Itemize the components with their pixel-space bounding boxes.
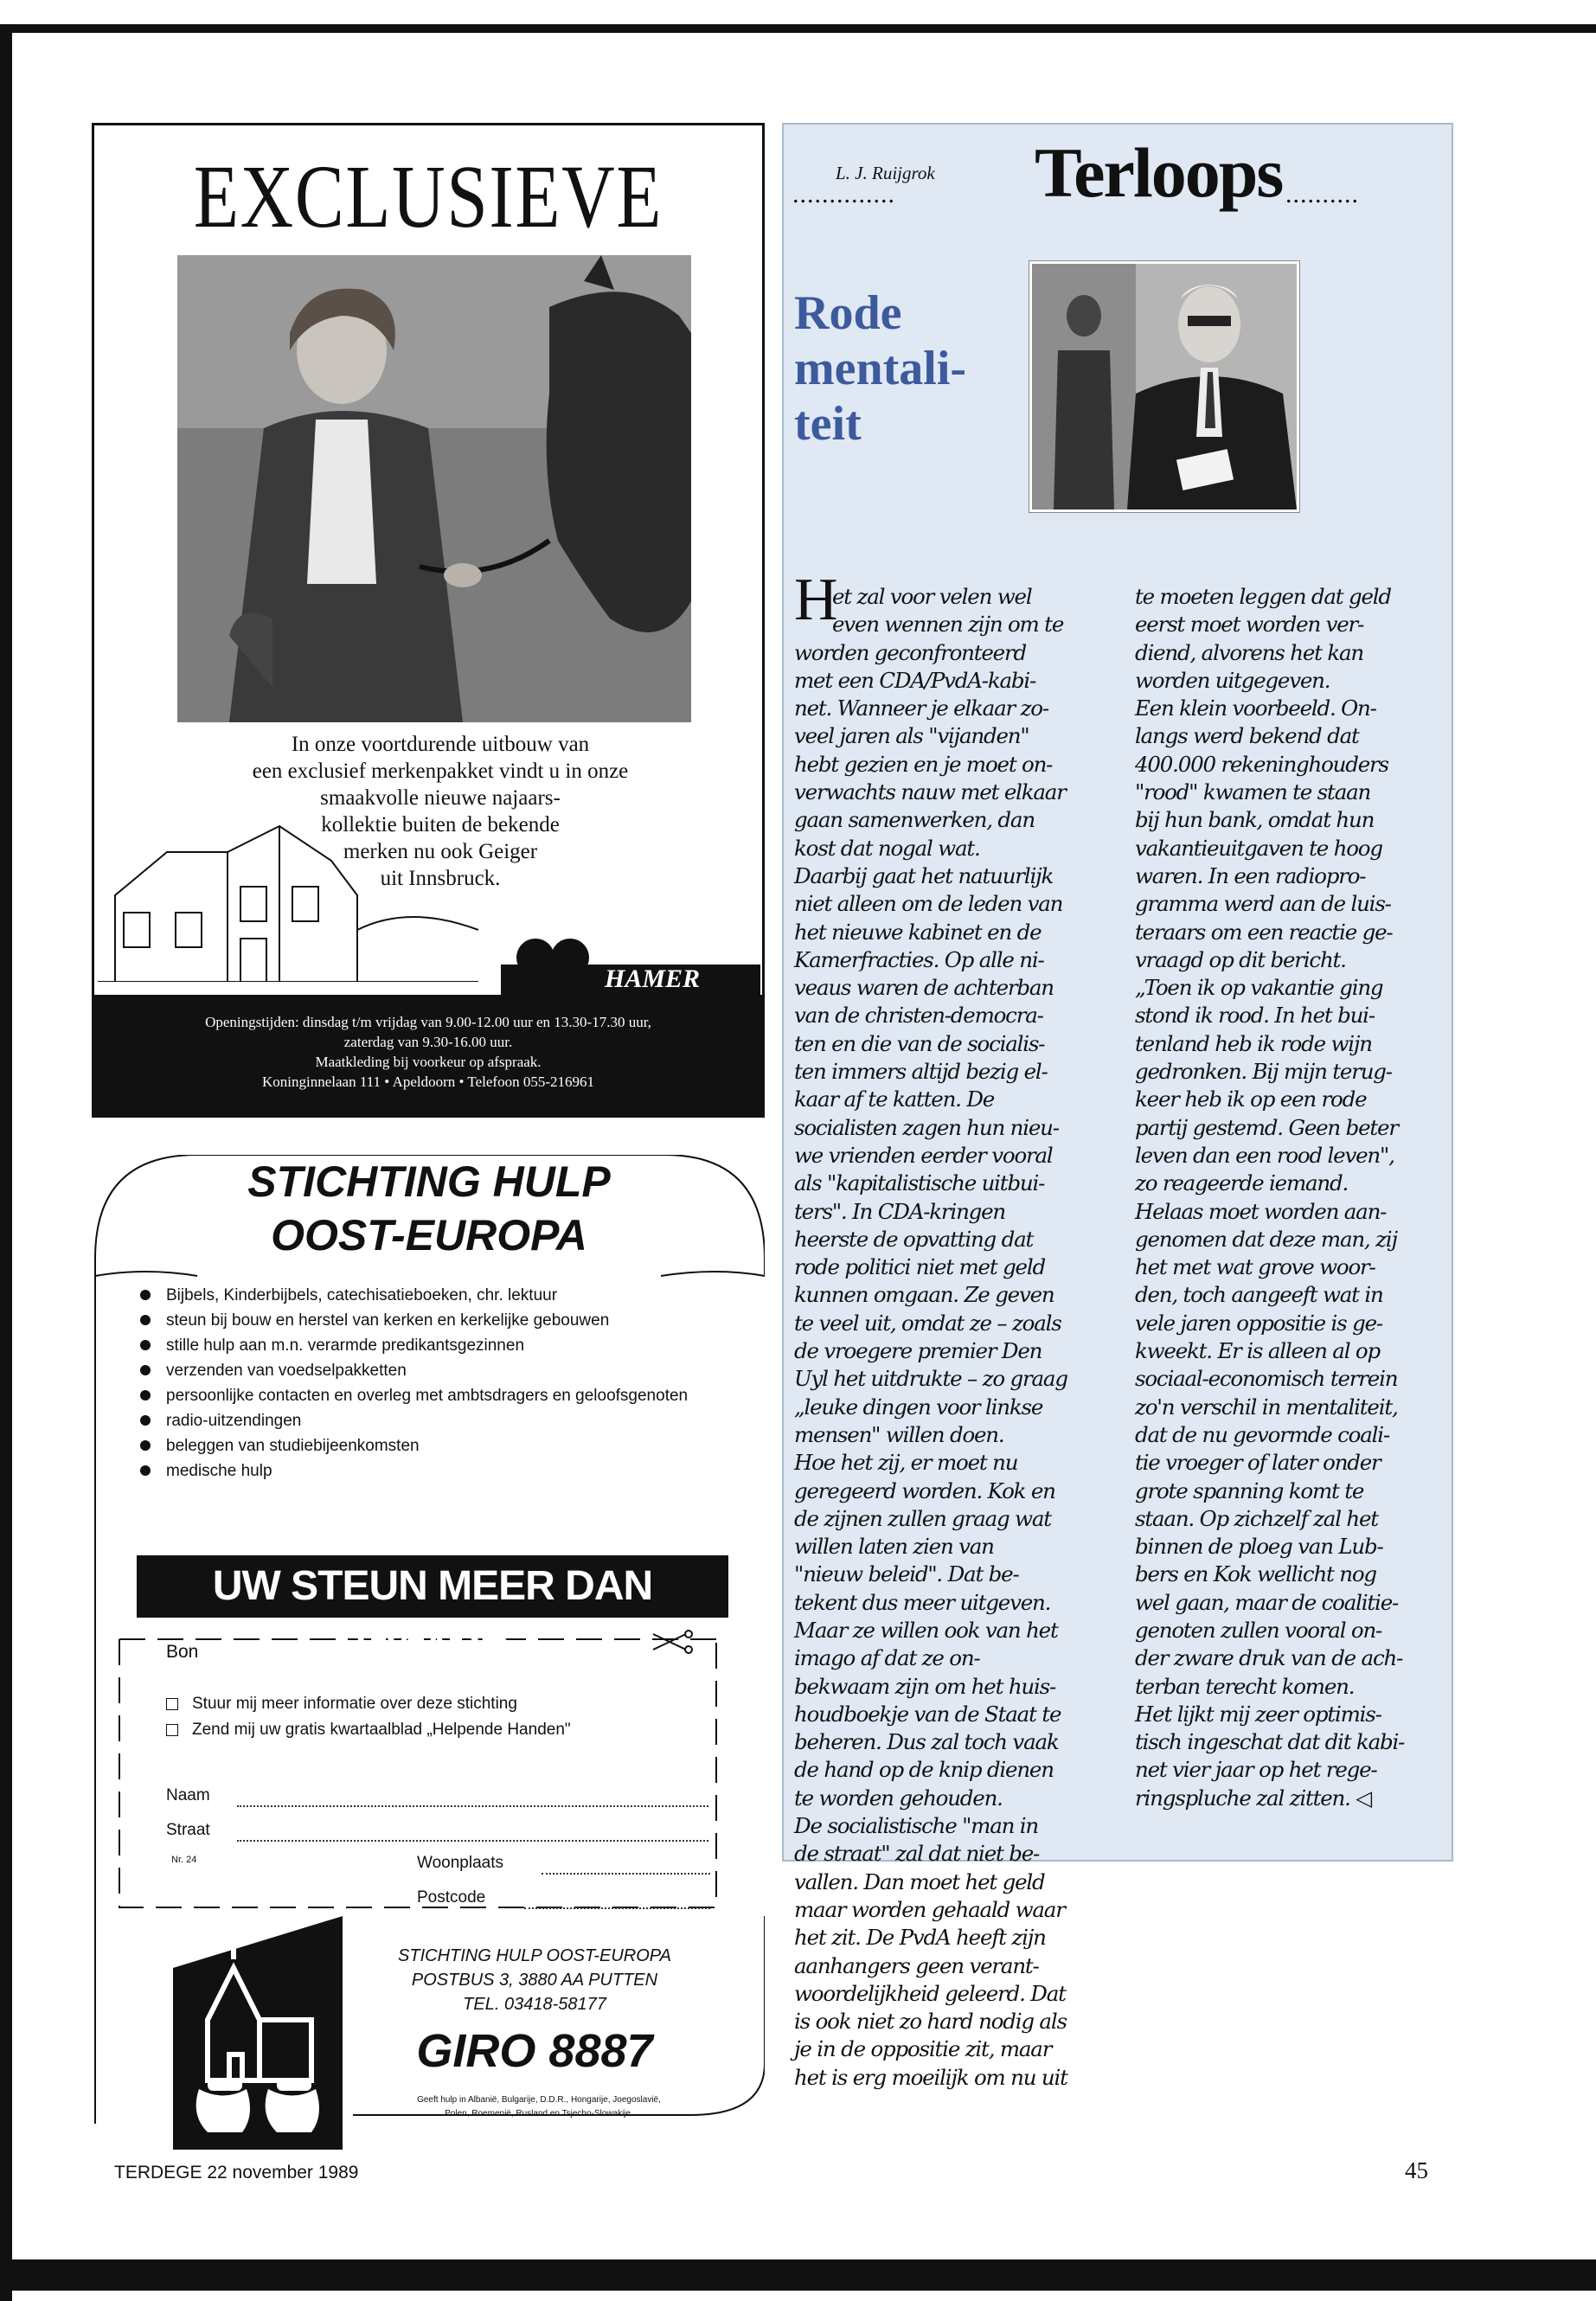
article-line: beheren. Dus zal toch vaak [794,1729,1059,1755]
article-line: we vrienden eerder vooral [794,1142,1053,1168]
article-line: de hand op de knip dienen [794,1757,1054,1783]
column-terloops [782,123,1453,2090]
hamer-logo [501,930,760,997]
article-line: kaar af te katten. De [794,1086,995,1112]
list-item: verzenden van voedselpakketten [137,1358,734,1383]
article-line: "nieuw beleid". Dat be- [794,1561,1019,1587]
address-line: STICHTING HULP OOST-EUROPA [398,1946,671,1965]
hulp-activities-list [137,1283,734,1484]
article-line: tie vroeger of later onder [1135,1450,1381,1476]
article-line: Het lijkt mij zeer optimis- [1135,1701,1381,1727]
article-line: ringspluche zal zitten. ◁ [1135,1785,1371,1811]
advertisement-stichting-hulp [93,1155,765,2124]
article-line: Uyl het uitdrukte – zo graag [794,1366,1067,1392]
list-item: persoonlijke contacten en overleg met ambtsdragers en geloofsgenoten [137,1383,734,1408]
article-line: bers en Kok wellicht nog [1135,1561,1376,1587]
drop-cap: H [794,567,838,633]
ad-copy-line: kollektie buiten de bekende [321,813,560,836]
article-line: zo'n verschil in mentaliteit, [1135,1394,1398,1420]
checkbox-more-info[interactable]: Stuur mij meer informatie over deze stichting [166,1691,737,1717]
page-left-rule [0,24,12,2301]
article-line: kunnen omgaan. Ze geven [794,1282,1054,1308]
fashion-photo-illustration [177,255,691,722]
article-line: tisch ingeschat dat dit kabi- [1135,1729,1405,1755]
article-line: dat de nu gevormde coali- [1135,1421,1389,1447]
article-line: vallen. Dan moet het geld [794,1868,1045,1894]
article-line: diend, alvorens het kan [1135,639,1363,665]
article-line: bekwaam zijn om het huis- [794,1673,1056,1699]
support-banner: UW STEUN MEER DAN WAARD [137,1555,728,1618]
article-line: je in de oppositie zit, maar [794,2036,1052,2062]
article-line: gaan samenwerken, dan [794,807,1035,833]
article-line: willen laten zien van [794,1534,994,1560]
postcode-field[interactable] [524,1907,710,1909]
article-line: genoten zullen vooral on- [1135,1617,1382,1643]
article-line: het is erg moeilijk om nu uit [794,2064,1067,2090]
article-line: even wennen zijn om te [832,612,1064,638]
article-line: niet alleen om de leden van [794,891,1063,917]
article-line: te veel uit, omdat ze – zoals [794,1310,1061,1336]
article-line: als "kapitalistische uitbui- [794,1170,1045,1196]
countries-line: Geeft hulp in Albanië, Bulgarije, D.D.R., Hongarije, Joegoslavië, [417,2095,661,2105]
address-line: POSTBUS 3, 3880 AA PUTTEN [411,1971,658,1990]
header-dots-right: .......... [1285,180,1359,208]
article-line: binnen de ploeg van Lub- [1135,1534,1383,1560]
checkbox-quarterly-magazine[interactable]: Zend mij uw gratis kwartaalblad „Helpende Handen" [166,1717,737,1743]
opening-hours-line: Maatkleding bij voorkeur op afspraak. [315,1054,542,1070]
article-line: worden geconfronteerd [794,639,1026,665]
article-line: veel jaren als "vijanden" [794,723,1029,749]
countries-line: Polen, Roemenië, Rusland en Tsjecho-Slowakije. [445,2109,633,2118]
headline-line: teit [794,397,862,451]
list-item: steun bij bouw en herstel van kerken en kerkelijke gebouwen [137,1308,734,1333]
article-line: kweekt. Er is alleen al op [1135,1338,1380,1364]
article-line: socialisten zagen hun nieu- [794,1114,1059,1140]
article-line: ten immers altijd bezig el- [794,1059,1048,1085]
article-line: wel gaan, maar de coalitie- [1135,1589,1399,1615]
author-portrait-photo [1029,261,1299,512]
address-line: Koninginnelaan 111 • Apeldoorn • Telefoon 055-216961 [261,1074,595,1090]
article-line: gramma werd aan de luis- [1135,891,1391,917]
article-line: De socialistische "man in [794,1813,1038,1839]
article-line: tenland heb ik rode wijn [1135,1030,1372,1056]
article-line: is ook niet zo hard nodig als [794,2009,1067,2035]
article-line: staan. Op zichzelf zal het [1135,1505,1378,1531]
article-line: kost dat nogal wat. [794,835,980,861]
scissors-icon [651,1629,693,1655]
article-line: et zal voor velen wel [832,584,1032,609]
article-line: sociaal-economisch terrein [1135,1366,1398,1392]
article-line: Hoe het zij, er moet nu [794,1450,1018,1476]
shop-building-drawing [98,792,478,982]
article-line: stond ik rood. In het bui- [1135,1003,1375,1029]
page-number: 45 [1405,2157,1428,2183]
article-line: mensen" willen doen. [794,1421,1004,1447]
article-line: ten en die van de socialis- [794,1030,1045,1056]
article-line: te worden gehouden. [794,1785,1003,1811]
page-bottom-rule [0,2259,1596,2291]
article-line: bij hun bank, omdat hun [1135,807,1375,833]
column-author: L. J. Ruijgrok [836,163,935,183]
article-line: keer heb ik op een rode [1135,1086,1367,1112]
ad-copy-line: uit Innsbruck. [380,867,501,890]
article-line: worden uitgegeven. [1135,667,1330,693]
article-headline [794,285,993,452]
article-line: maar worden gehaald waar [794,1896,1065,1922]
opening-hours-line: Openingstijden: dinsdag t/m vrijdag van 9.00-12.00 uur en 13.30-17.30 uur, [205,1014,651,1030]
article-line: tekent dus meer uitgeven. [794,1589,1051,1615]
article-line: het nieuwe kabinet en de [794,919,1042,945]
giro-number: GIRO 8887 [416,2025,653,2077]
article-line: de vroegere premier Den [794,1338,1042,1364]
coupon-number: Nr. 24 [171,1855,197,1865]
article-column-2 [1135,583,1446,1812]
article-line: "rood" kwamen te staan [1135,779,1371,805]
article-line: geregeerd worden. Kok en [794,1477,1055,1503]
straat-field[interactable] [237,1840,708,1842]
article-line: hebt gezien en je moet on- [794,751,1053,777]
article-line: verwachts nauw met elkaar [794,779,1066,805]
article-line: grote spanning komt te [1135,1477,1364,1503]
header-dots-left: .............. [792,180,895,208]
page-top-rule [0,24,1596,33]
article-line: Helaas moet worden aan- [1135,1198,1387,1224]
headline-line: Rode [794,286,902,340]
article-line: partij gestemd. Geen beter [1135,1114,1398,1140]
hulp-title [93,1155,765,1262]
opening-hours-line: zaterdag van 9.30-16.00 uur. [343,1034,513,1050]
naam-field[interactable] [237,1805,708,1807]
article-line: terban terecht komen. [1135,1673,1355,1699]
article-line: waren. In een radiopro- [1135,862,1366,888]
article-line: het met wat grove woor- [1135,1254,1375,1280]
article-line: vakantieuitgaven te hoog [1135,835,1382,861]
list-item: Bijbels, Kinderbijbels, catechisatieboeken, chr. lektuur [137,1283,734,1308]
article-line: gedronken. Bij mijn terug- [1135,1059,1392,1085]
article-line: imago af dat ze on- [794,1645,980,1671]
article-line: de straat" zal dat niet be- [794,1841,1040,1867]
article-line: genomen dat deze man, zij [1135,1226,1397,1252]
ad-title: EXCLUSIEVE [193,147,663,247]
article-line: teraars om een reactie ge- [1135,919,1393,945]
article-line: der zware druk van de ach- [1135,1645,1403,1671]
coupon-options [166,1691,737,1743]
column-name: Terloops [1035,133,1283,212]
article-line: 400.000 rekeninghouders [1135,751,1388,777]
article-line: langs werd bekend dat [1135,723,1359,749]
article-line: net. Wanneer je elkaar zo- [794,695,1048,721]
hamer-logo-text: HAMER [605,965,701,993]
article-line: met een CDA/PvdA-kabi- [794,667,1036,693]
article-line: te moeten leggen dat geld [1135,584,1391,609]
ad-footer-opening-hours [94,995,762,1115]
article-line: veaus waren de achterban [794,975,1054,1001]
hulp-title-line: OOST-EUROPA [271,1211,587,1259]
straat-label: Straat [166,1821,210,1839]
address-line: TEL. 03418-58177 [463,1995,606,2014]
article-line: van de christen-democra- [794,1003,1043,1029]
article-line: Kamerfracties. Op alle ni- [794,946,1044,972]
hulp-address [353,1944,716,2016]
headline-line: mentali- [794,342,967,395]
portrait-illustration [1032,264,1297,510]
advertisement-exclusieve-mode [92,123,765,1118]
fashion-photo [177,255,691,722]
article-line: vele jaren oppositie is ge- [1135,1310,1382,1336]
ad-copy-line: smaakvolle nieuwe najaars- [320,786,561,810]
article-line: zo reageerde iemand. [1135,1170,1349,1196]
article-line: vraagd op dit bericht. [1135,946,1346,972]
article-line: „leuke dingen voor linkse [794,1394,1043,1420]
list-item: medische hulp [137,1458,734,1484]
postcode-label: Postcode [417,1888,486,1907]
article-column-1 [794,583,1116,2092]
hulp-title-line: STICHTING HULP [247,1157,611,1206]
woonplaats-field[interactable] [542,1873,710,1875]
article-line: aanhangers geen verant- [794,1952,1039,1978]
article-line: den, toch aangeeft wat in [1135,1282,1383,1308]
article-line: „Toen ik op vakantie ging [1135,975,1383,1001]
ad-copy-line: een exclusief merkenpakket vindt u in onze [252,760,629,783]
list-item: beleggen van studiebijeenkomsten [137,1433,734,1458]
article-line: Een klein voorbeeld. On- [1135,695,1376,721]
list-item: stille hulp aan m.n. verarmde predikantsgezinnen [137,1333,734,1358]
naam-label: Naam [166,1786,210,1804]
article-line: houdboekje van de Staat te [794,1701,1061,1727]
countries-note [353,2093,725,2121]
ad-copy-line: merken nu ook Geiger [343,840,538,863]
article-line: ters". In CDA-kringen [794,1198,1006,1224]
ad-copy-line: In onze voortdurende uitbouw van [291,733,590,756]
article-line: rode politici niet met geld [794,1254,1045,1280]
woonplaats-label: Woonplaats [417,1854,503,1872]
article-line: heerste de opvatting dat [794,1226,1034,1252]
article-line: het zit. De PvdA heeft zijn [794,1925,1046,1951]
article-line: woordelijkheid geleerd. Dat [794,1980,1066,2006]
article-line: Daarbij gaat het natuurlijk [794,862,1054,888]
article-line: leven dan een rood leven", [1135,1142,1394,1168]
list-item: radio-uitzendingen [137,1408,734,1433]
article-line: eerst moet worden ver- [1135,612,1364,638]
magazine-issue: TERDEGE 22 november 1989 [114,2163,359,2182]
church-logo-icon [173,1916,343,2150]
article-line: de zijnen zullen graag wat [794,1505,1051,1531]
coupon-label: Bon [166,1642,199,1662]
article-line: Maar ze willen ook van het [794,1617,1058,1643]
article-line: net vier jaar op het rege- [1135,1757,1377,1783]
